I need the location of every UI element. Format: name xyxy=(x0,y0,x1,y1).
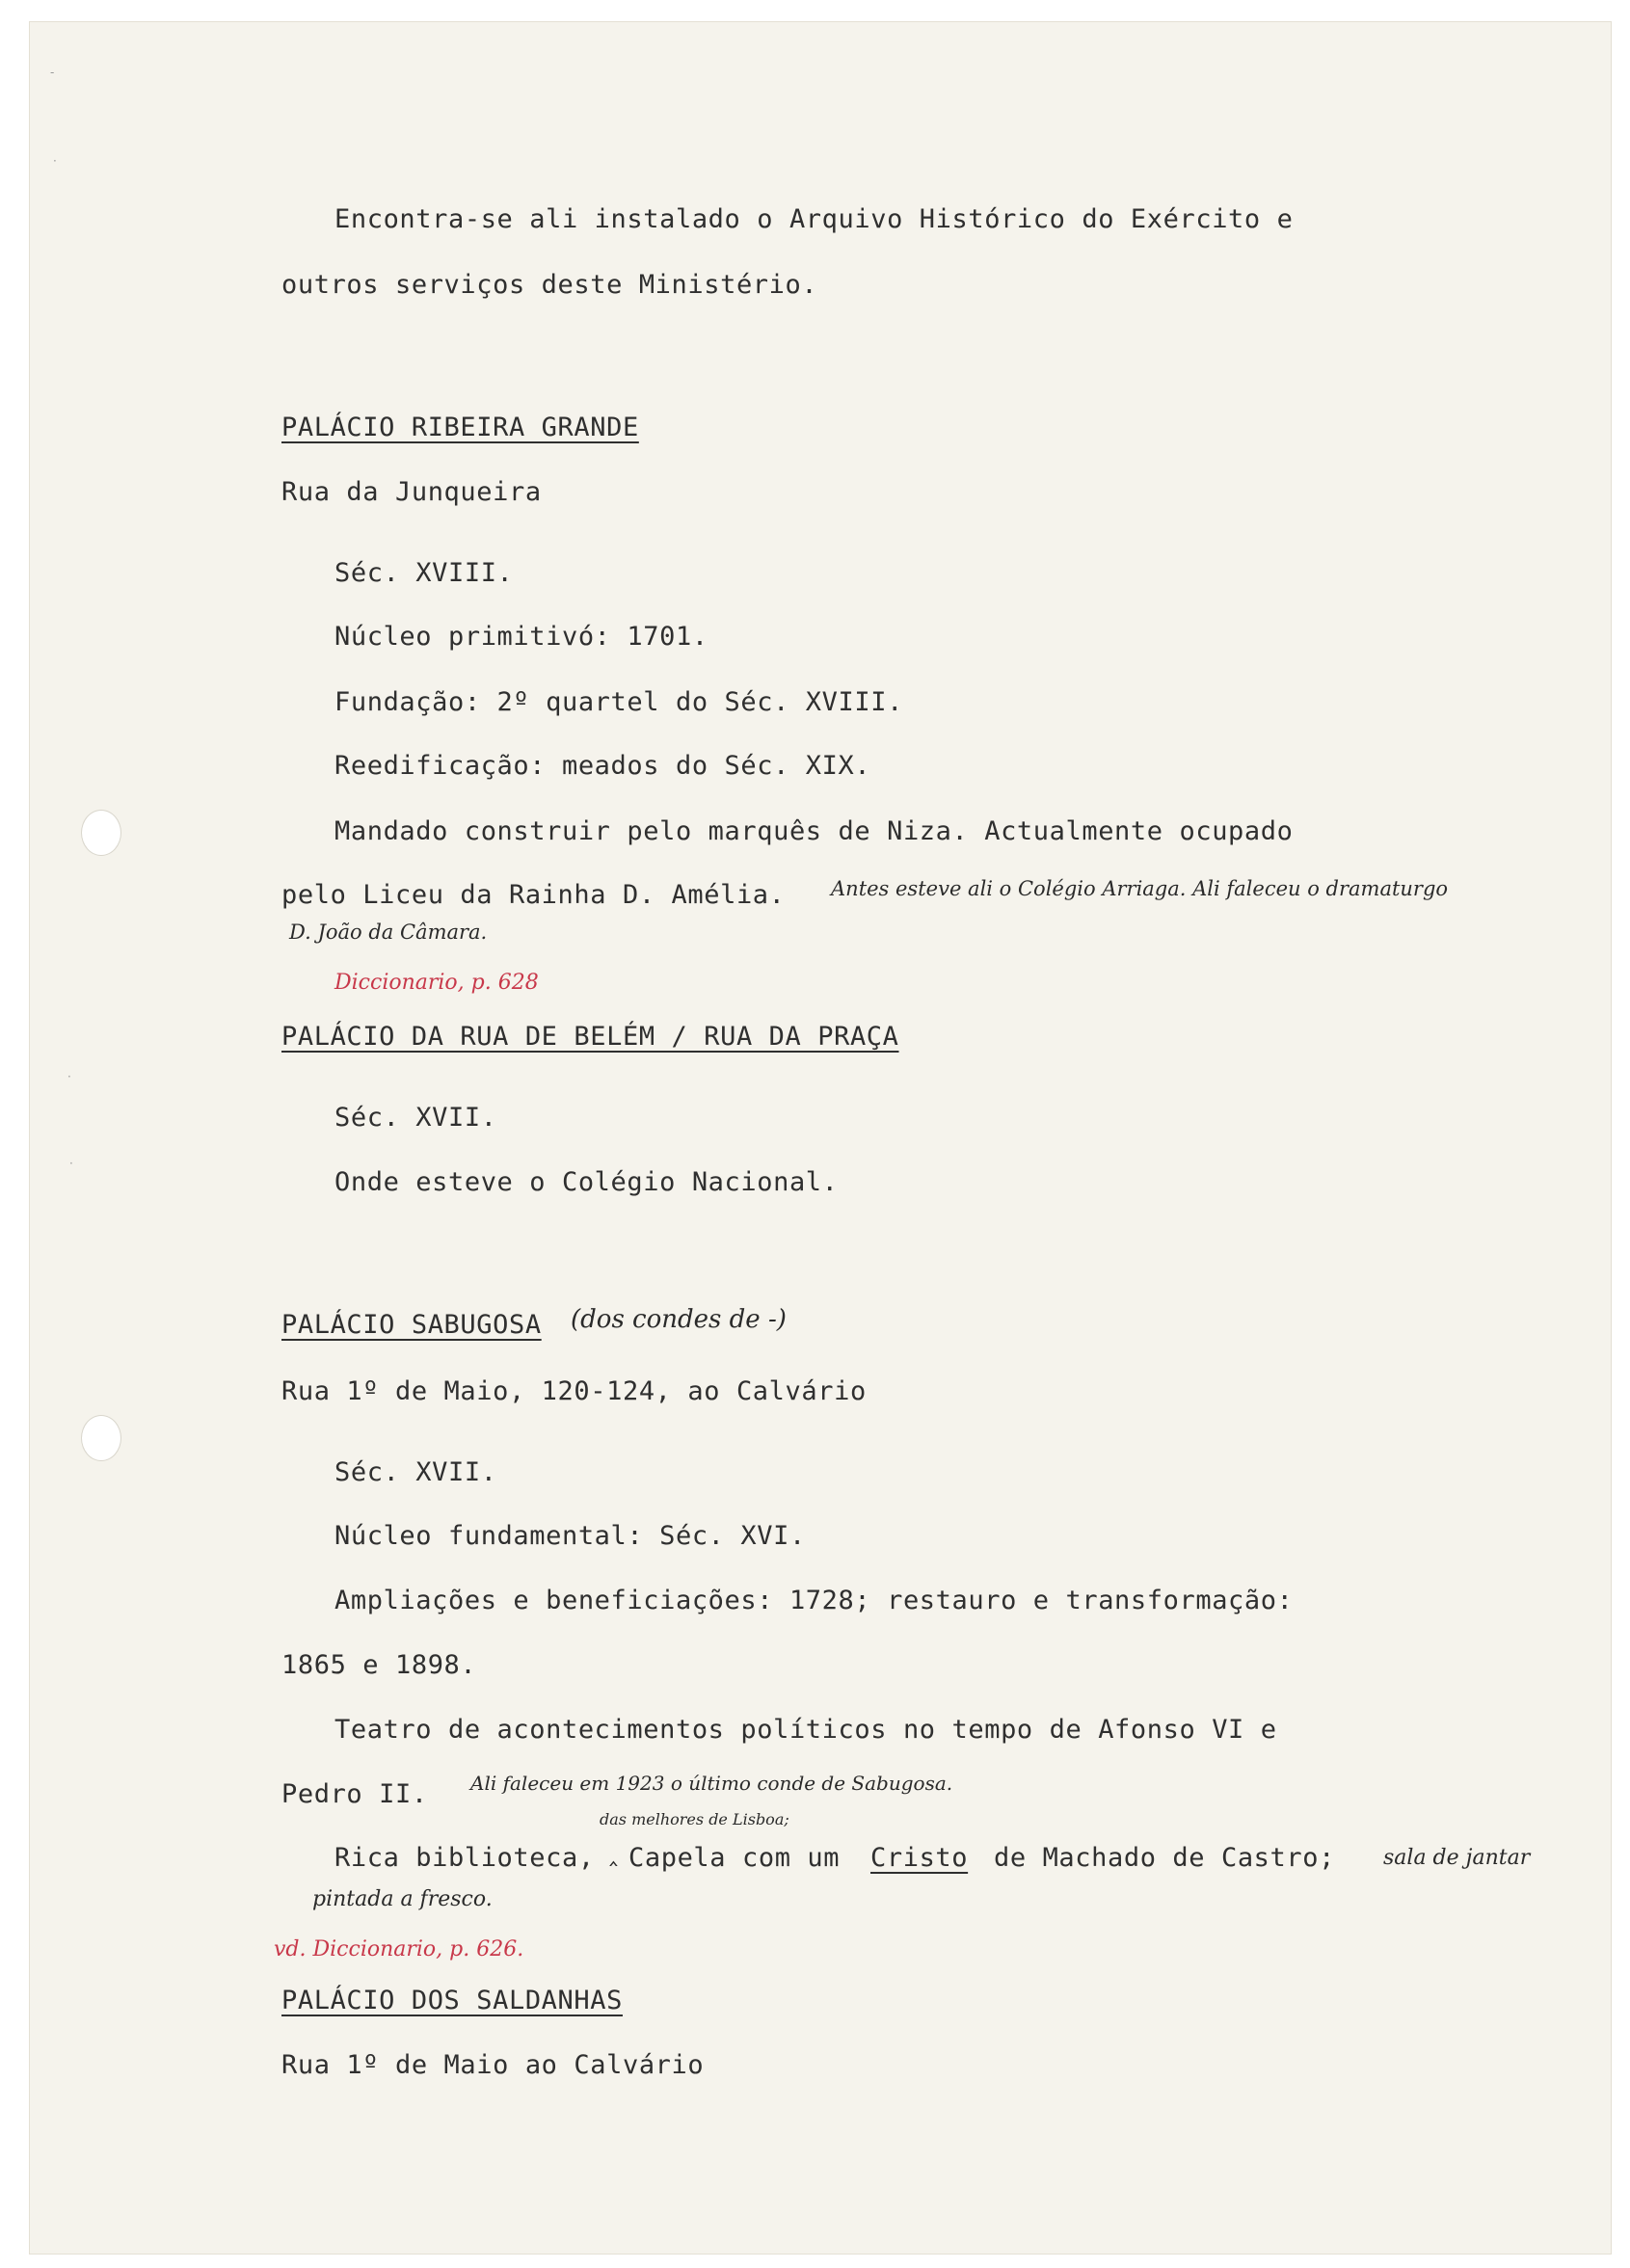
sabugosa-ampliacoes-line-1: Ampliações e beneficiações: 1728; restauro e transformação: xyxy=(334,1586,1294,1615)
saldanhas-address: Rua 1º de Maio ao Calvário xyxy=(281,2050,705,2080)
ribeira-grande-handwritten-note-2: D. João da Câmara. xyxy=(289,921,488,944)
ribeira-grande-handwritten-note-1: Antes esteve ali o Colégio Arriaga. Ali faleceu o dramaturgo xyxy=(831,877,1449,900)
rua-belem-desc: Onde esteve o Colégio Nacional. xyxy=(334,1167,839,1197)
ribeira-grande-sec: Séc. XVIII. xyxy=(334,558,514,588)
rua-belem-sec: Séc. XVII. xyxy=(334,1103,497,1133)
margin-mark: · xyxy=(67,1070,71,1083)
sabugosa-sec: Séc. XVII. xyxy=(334,1457,497,1487)
saldanhas-heading: PALÁCIO DOS SALDANHAS xyxy=(281,1986,623,2015)
sabugosa-handwritten-insert-note: das melhores de Lisboa; xyxy=(600,1810,789,1828)
ribeira-grande-address: Rua da Junqueira xyxy=(281,477,542,507)
sabugosa-rica-text-a: Rica biblioteca, xyxy=(334,1843,595,1873)
ribeira-grande-reedificacao: Reedificação: meados do Séc. XIX. xyxy=(334,751,871,781)
sabugosa-ampliacoes-line-2: 1865 e 1898. xyxy=(281,1650,477,1680)
ribeira-grande-nucleo: Núcleo primitivó: 1701. xyxy=(334,622,708,652)
sabugosa-heading-handwritten-note: (dos condes de -) xyxy=(571,1305,787,1334)
sabugosa-handwritten-note-sala: sala de jantar xyxy=(1383,1846,1531,1870)
ribeira-grande-heading: PALÁCIO RIBEIRA GRANDE xyxy=(281,413,639,442)
margin-mark: - xyxy=(50,66,55,79)
document-page xyxy=(29,21,1612,2255)
sabugosa-handwritten-note-pintada: pintada a fresco. xyxy=(312,1887,493,1911)
margin-mark: · xyxy=(69,1157,73,1170)
sabugosa-reference: vd. Diccionario, p. 626. xyxy=(274,1937,524,1961)
sabugosa-insert-caret: ‸ xyxy=(609,1838,618,1867)
sabugosa-rica-text-b: Capela com um xyxy=(628,1843,841,1873)
sabugosa-rica-text-c: de Machado de Castro; xyxy=(994,1843,1335,1873)
intro-line-1: Encontra-se ali instalado o Arquivo Histórico do Exército e xyxy=(334,204,1294,234)
ribeira-grande-desc-line-1: Mandado construir pelo marquês de Niza. Actualmente ocupado xyxy=(334,816,1294,846)
sabugosa-nucleo: Núcleo fundamental: Séc. XVI. xyxy=(334,1521,806,1551)
punch-hole-lower xyxy=(81,1415,121,1461)
punch-hole-upper xyxy=(81,810,121,856)
intro-line-2: outros serviços deste Ministério. xyxy=(281,270,818,300)
rua-belem-heading: PALÁCIO DA RUA DE BELÉM / RUA DA PRAÇA xyxy=(281,1022,899,1052)
sabugosa-rica-cristo: Cristo xyxy=(870,1843,969,1873)
margin-mark: · xyxy=(53,154,57,168)
sabugosa-heading: PALÁCIO SABUGOSA xyxy=(281,1310,542,1340)
sabugosa-handwritten-note-faleceu: Ali faleceu em 1923 o último conde de Sabugosa. xyxy=(470,1772,953,1795)
ribeira-grande-desc-line-2: pelo Liceu da Rainha D. Amélia. xyxy=(281,880,786,910)
sabugosa-teatro-line-1: Teatro de acontecimentos políticos no tempo de Afonso VI e xyxy=(334,1715,1277,1745)
ribeira-grande-reference: Diccionario, p. 628 xyxy=(334,971,539,995)
sabugosa-teatro-line-2: Pedro II. xyxy=(281,1779,428,1809)
ribeira-grande-fundacao: Fundação: 2º quartel do Séc. XVIII. xyxy=(334,687,903,717)
sabugosa-address: Rua 1º de Maio, 120-124, ao Calvário xyxy=(281,1376,867,1406)
